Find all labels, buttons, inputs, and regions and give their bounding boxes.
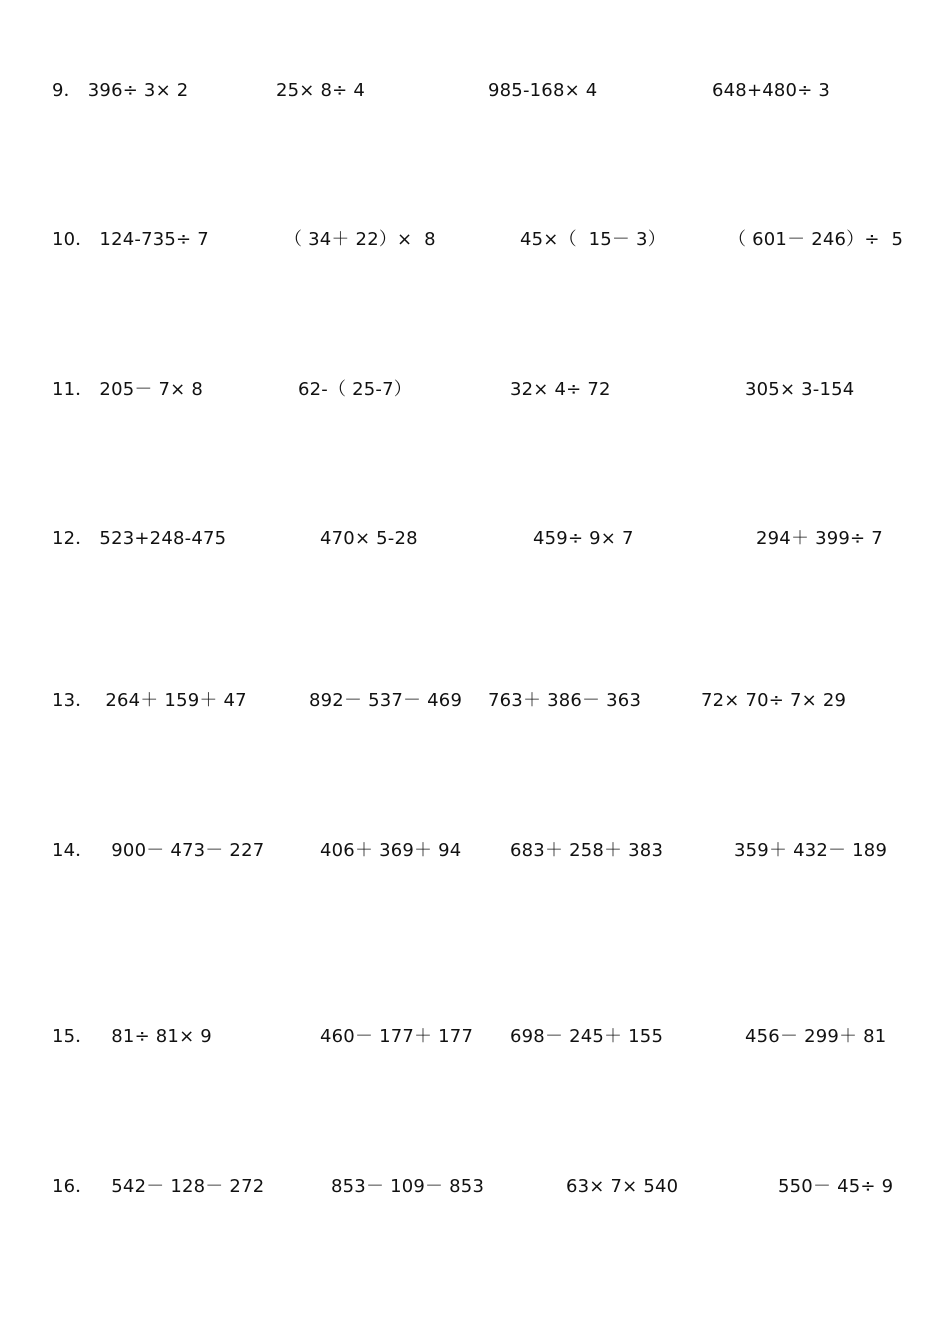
expression: 763＋ 386－ 363	[488, 690, 642, 711]
expression: （ 34＋ 22）× 8	[284, 229, 436, 250]
expression: 12． 523+248-475	[52, 528, 227, 549]
expression: 985-168× 4	[488, 80, 598, 101]
problem-row-10	[0, 228, 950, 252]
expression: 648+480÷ 3	[712, 80, 831, 101]
expression: 25× 8÷ 4	[276, 80, 366, 101]
problem-row-15	[0, 1025, 950, 1049]
expression: 72× 70÷ 7× 29	[701, 690, 847, 711]
problem-row-11	[0, 378, 950, 402]
expression: 683＋ 258＋ 383	[510, 840, 664, 861]
expression: 892－ 537－ 469	[309, 690, 463, 711]
expression: 294＋ 399÷ 7	[756, 528, 883, 549]
problem-row-12	[0, 527, 950, 551]
expression: 460－ 177＋ 177	[320, 1026, 474, 1047]
expression: 62-（ 25-7）	[298, 379, 412, 400]
expression: 550－ 45÷ 9	[778, 1176, 894, 1197]
expression: 456－ 299＋ 81	[745, 1026, 887, 1047]
expression: 63× 7× 540	[566, 1176, 679, 1197]
expression: 305× 3-154	[745, 379, 855, 400]
expression: 698－ 245＋ 155	[510, 1026, 664, 1047]
expression: （ 601－ 246）÷ 5	[728, 229, 904, 250]
expression: 13． 264＋ 159＋ 47	[52, 690, 247, 711]
expression: 10． 124-735÷ 7	[52, 229, 209, 250]
problem-row-14	[0, 839, 950, 863]
expression: 470× 5-28	[320, 528, 418, 549]
expression: 853－ 109－ 853	[331, 1176, 485, 1197]
problem-row-9	[0, 79, 950, 103]
expression: 32× 4÷ 72	[510, 379, 611, 400]
expression: 14． 900－ 473－ 227	[52, 840, 265, 861]
expression: 406＋ 369＋ 94	[320, 840, 462, 861]
problem-row-13	[0, 689, 950, 713]
problem-row-16	[0, 1175, 950, 1199]
expression: 15． 81÷ 81× 9	[52, 1026, 212, 1047]
expression: 9． 396÷ 3× 2	[52, 80, 189, 101]
expression: 16． 542－ 128－ 272	[52, 1176, 265, 1197]
expression: 45×（ 15－ 3）	[520, 229, 666, 250]
expression: 11． 205－ 7× 8	[52, 379, 204, 400]
expression: 359＋ 432－ 189	[734, 840, 888, 861]
expression: 459÷ 9× 7	[533, 528, 634, 549]
